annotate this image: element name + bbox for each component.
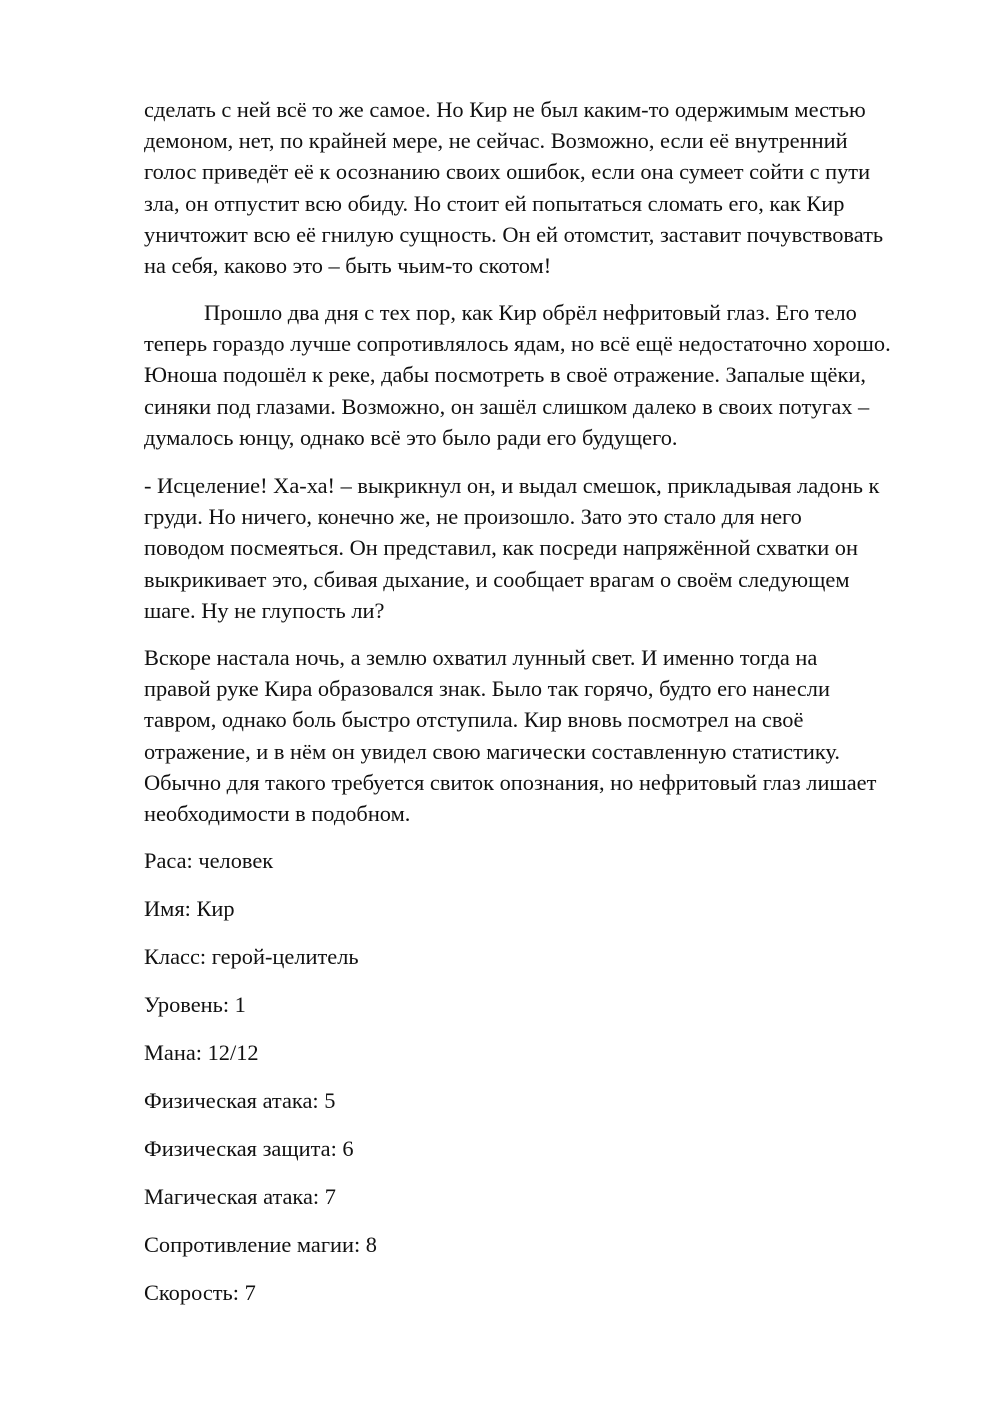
paragraph-1 [144,94,934,281]
stat-race: Раса: человек [144,848,274,873]
stat-level: Уровень: 1 [144,992,246,1017]
text-line: Вскоре настала ночь, а землю охватил лунный свет. И именно тогда на [144,645,818,670]
text-line: синяки под глазами. Возможно, он зашёл слишком далеко в своих потугах – [144,393,870,419]
text-line: на себя, каково это – быть чьим-то скотом! [144,253,552,279]
stat-mana: Мана: 12/12 [144,1040,259,1065]
text-line: Юноша подошёл к реке, дабы посмотреть в своё отражение. Запалые щёки, [144,362,866,388]
stat-name: Имя: Кир [144,896,235,921]
text-line: сделать с ней всё то же самое. Но Кир не был каким-то одержимым местью [144,97,866,122]
text-line: - Исцеление! Ха-ха! – выкрикнул он, и выдал смешок, прикладывая ладонь к [144,473,880,498]
text-line: груди. Но ничего, конечно же, не произошло. Зато это стало для него [144,504,802,530]
text-line: демоном, нет, по крайней мере, не сейчас. Возможно, если её внутренний [144,128,848,154]
paragraph-3 [144,470,934,626]
stat-magic-resistance: Сопротивление магии: 8 [144,1232,377,1257]
text-line: уничтожит всю её гнилую сущность. Он ей отомстит, заставит почувствовать [144,221,884,247]
stat-magic-attack: Магическая атака: 7 [144,1184,336,1209]
text-line: голос приведёт её к осознанию своих ошибок, если она сумеет сойти с пути [144,159,871,185]
stat-speed: Скорость: 7 [144,1280,256,1305]
text-line: Обычно для такого требуется свиток опознания, но нефритовый глаз лишает [144,769,877,795]
stat-physical-defense: Физическая защита: 6 [144,1136,354,1161]
text-line: теперь гораздо лучше сопротивлялось ядам, но всё ещё недостаточно хорошо. [144,331,891,357]
stat-class: Класс: герой-целитель [144,944,359,969]
paragraph-2 [144,297,934,453]
text-line: правой руке Кира образовался знак. Было так горячо, будто его нанесли [144,676,830,702]
paragraph-4 [144,642,934,829]
text-line: выкрикивает это, сбивая дыхание, и сообщает врагам о своём следующем [144,566,850,592]
text-line: Прошло два дня с тех пор, как Кир обрёл нефритовый глаз. Его тело [204,300,857,325]
text-line: отражение, и в нём он увидел свою магически составленную статистику. [144,738,840,764]
text-line: тавром, однако боль быстро отступила. Кир вновь посмотрел на своё [144,707,804,733]
text-line: шаге. Ну не глупость ли? [144,597,385,623]
text-line: поводом посмеяться. Он представил, как посреди напряжённой схватки он [144,535,858,561]
stat-physical-attack: Физическая атака: 5 [144,1088,336,1113]
text-line: необходимости в подобном. [144,801,411,827]
text-line: думалось юнцу, однако всё это было ради его будущего. [144,424,678,450]
text-line: зла, он отпустит всю обиду. Но стоит ей попытаться сломать его, как Кир [144,190,845,216]
